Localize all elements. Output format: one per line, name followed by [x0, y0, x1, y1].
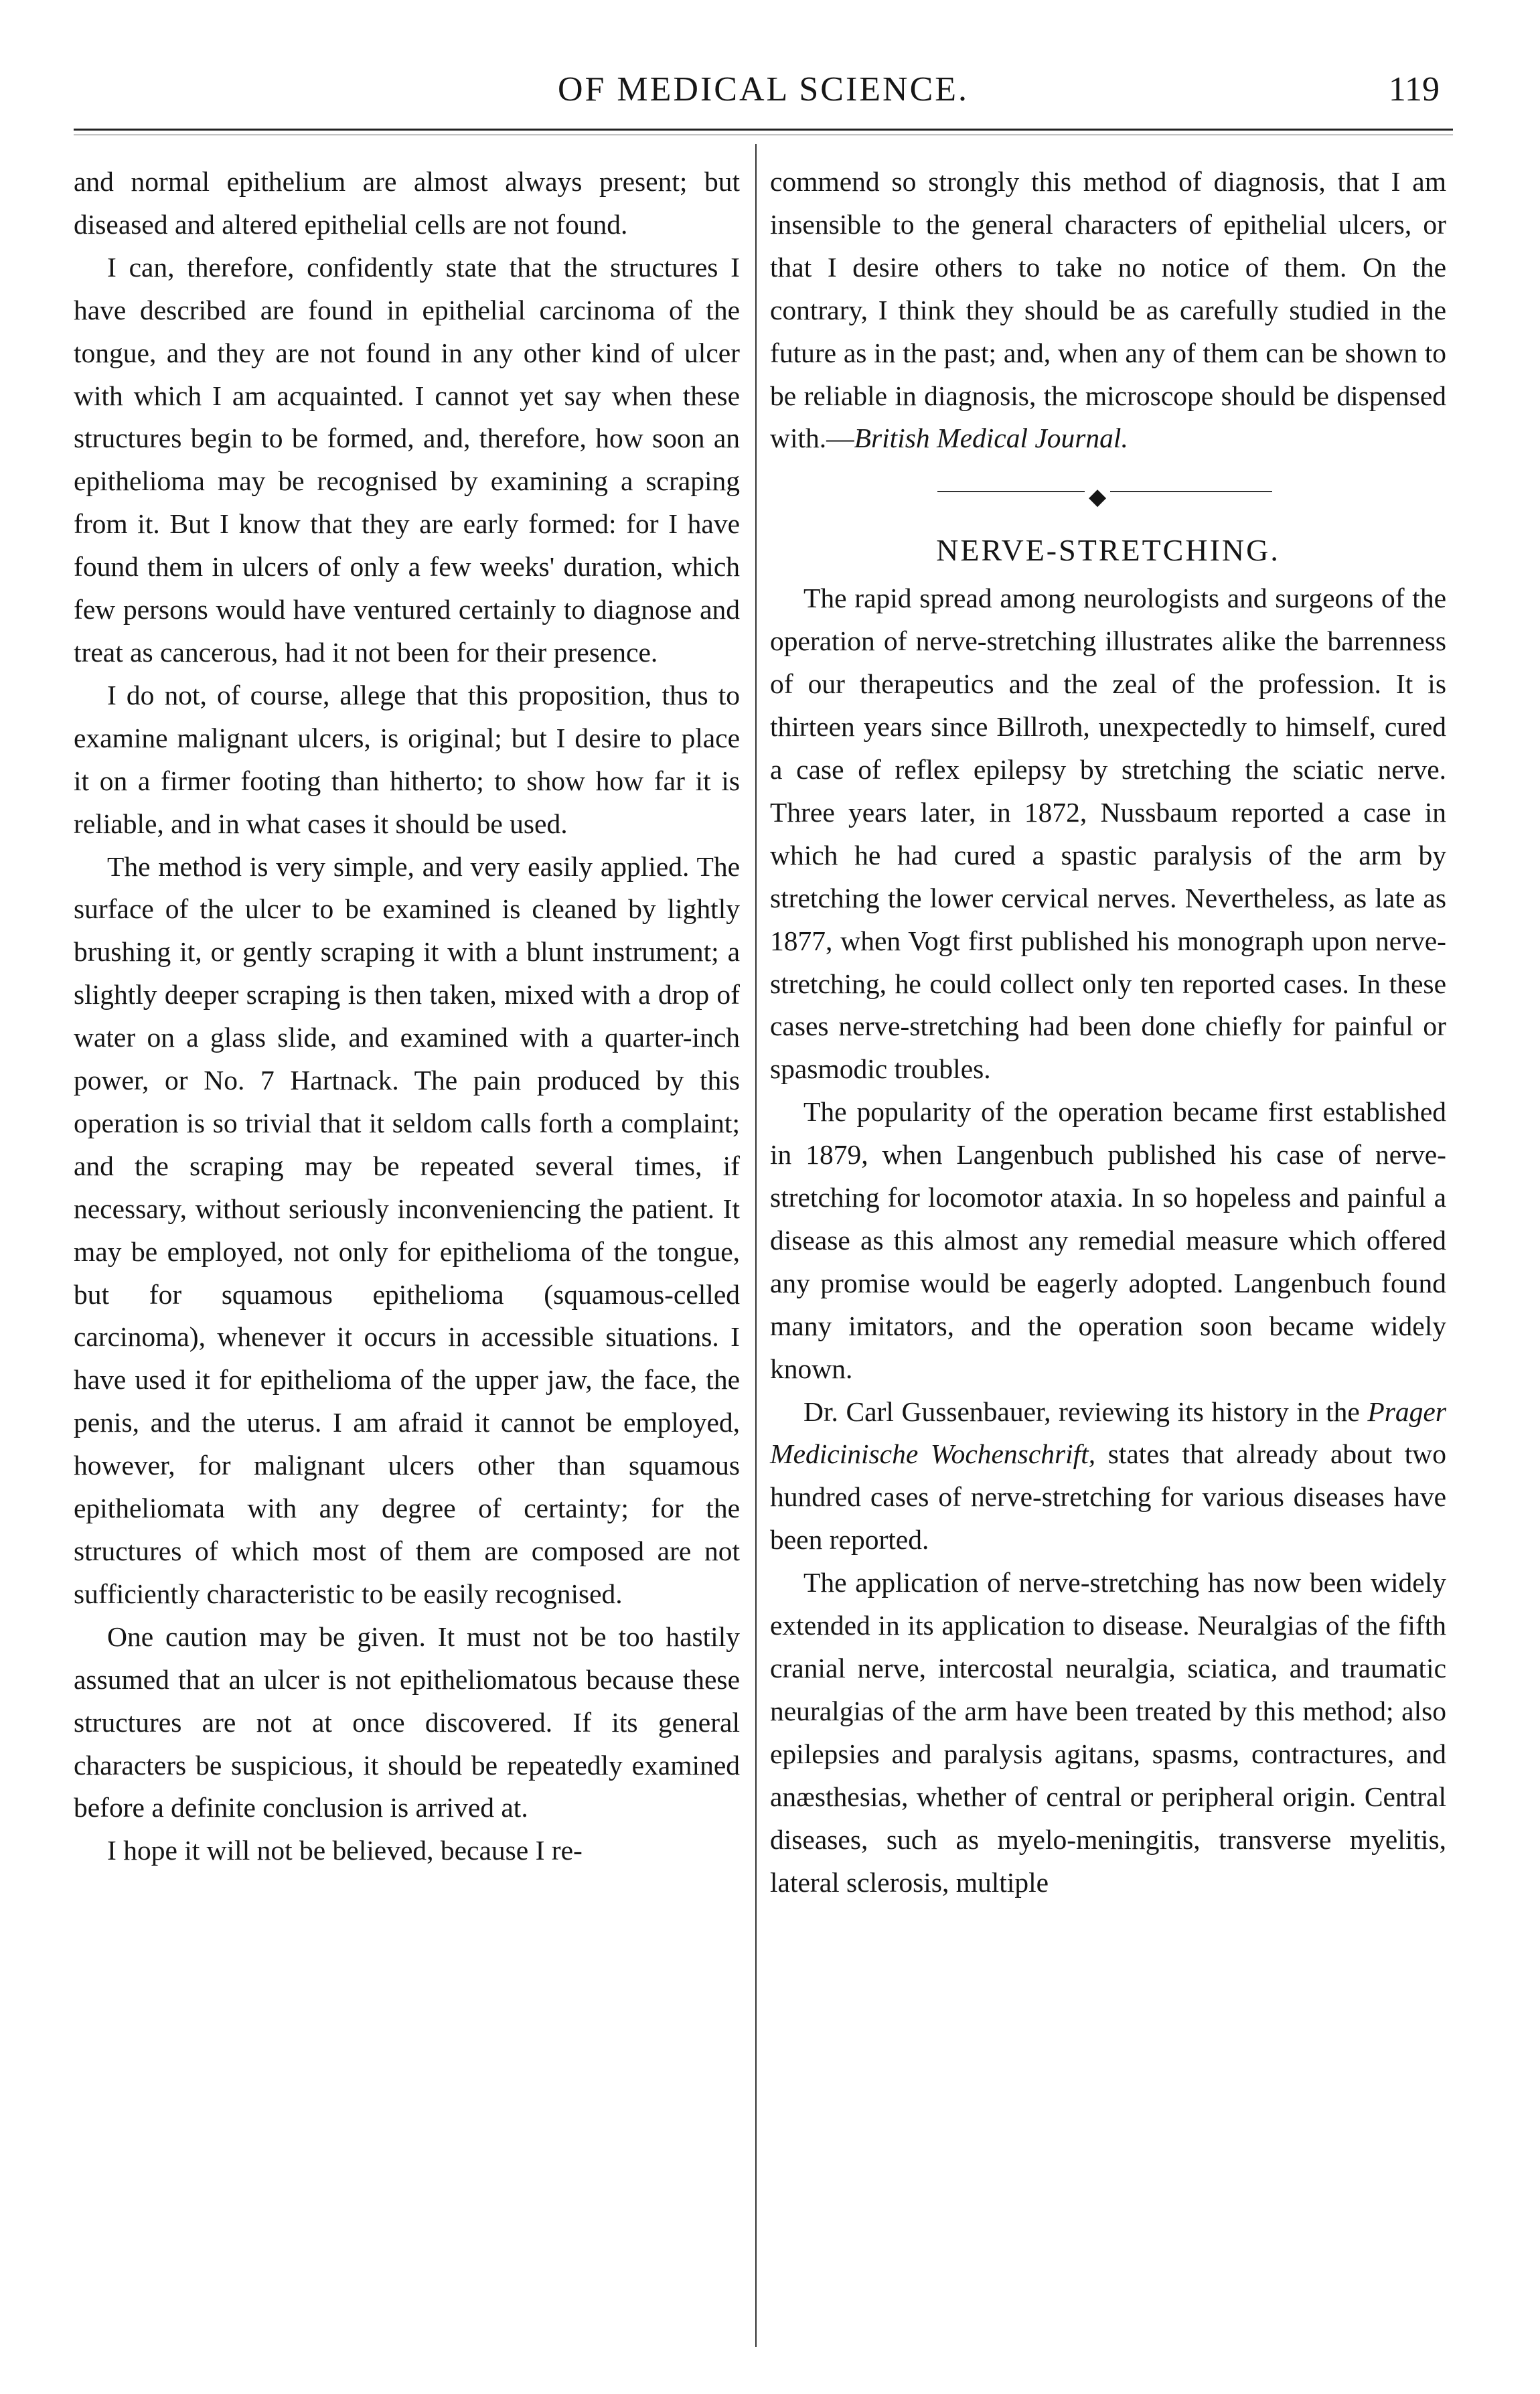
right-column — [770, 161, 1446, 1904]
paragraph-diagnosis-continuation — [770, 161, 1446, 460]
gussenbauer-text-b: states that already about two hundred cases of nerve-stretching for various diseases have been reported. — [770, 1438, 1446, 1556]
paragraph-gussenbauer — [770, 1391, 1446, 1562]
source-citation: British Medical Journal. — [854, 423, 1128, 454]
paragraph-confident-statement: I can, therefore, confidently state that the structures I have described are found in epithelial carcinoma of the tongue, and they are not found in any other kind of ulcer with which I am acquainted. I cannot yet say when these structures begin to be formed, and, therefore, how soon an epithelioma may be recognised by examining a scraping from it. But I know that they are early formed: for I have found them in ulcers of only a few weeks' duration, which few persons would have ventured certainly to diagnose and treat as cancerous, had it not been for their presence. — [74, 251, 740, 668]
paragraph-application: The application of nerve-stretching has now been widely extended in its application to disease. Neuralgias of the fifth cranial nerve, intercostal neuralgia, sciatica, and traumatic neuralgias of the arm have been treated by this method; also epilepsies and paralysis agitans, spasms, contractures, and anæsthesias, whether of central or peripheral origin. Central diseases, such as myelo-meningitis, transverse myelitis, lateral sclerosis, multiple — [770, 1567, 1446, 1898]
running-title: OF MEDICAL SCIENCE. — [557, 70, 970, 108]
paragraph-hope: I hope it will not be believed, because I re- — [107, 1835, 583, 1866]
running-header — [74, 67, 1453, 121]
section-heading: NERVE-STRETCHING. — [936, 533, 1280, 568]
page-number: 119 — [1388, 70, 1440, 108]
header-rule — [74, 129, 1453, 131]
paragraph-epithelium-continuation: and normal epithelium are almost always present; but diseased and altered epithelial cells are not found. — [74, 166, 740, 240]
paragraph-diagnosis-text: commend so strongly this method of diagnosis, that I am insensible to the general characters of epithelial ulcers, or that I desire others to take no notice of them. On the contrary, I think they should be as carefully studied in the future as in the past; and, when any of them can be shown to be reliable in diagnosis, the microscope should be dispensed with.— — [770, 166, 1446, 454]
paragraph-caution: One caution may be given. It must not be too hastily assumed that an ulcer is not epitheliomatous because these structures are not at once discovered. If its general characters be suspicious, it should be repeatedly examined before a definite conclusion is arrived at. — [74, 1621, 740, 1823]
section-ornament — [770, 460, 1446, 524]
column-divider — [755, 144, 757, 2347]
paragraph-popularity: The popularity of the operation became first established in 1879, when Langenbuch published his case of nerve-stretching for locomotor ataxia. In so hopeless and painful a disease as this almost any remedial measure which offered any promise would be eagerly adopted. Langenbuch found many imitators, and the operation soon became widely known. — [770, 1096, 1446, 1384]
paragraph-method: The method is very simple, and very easily applied. The surface of the ulcer to be examined is cleaned by lightly brushing it, or gently scraping it with a blunt instrument; a slightly deeper scraping is then taken, mixed with a drop of water on a glass slide, and examined with a quarter-inch power, or No. 7 Hartnack. The pain produced by this operation is so trivial that it seldom calls forth a complaint; and the scraping may be repeated several times, if necessary, without seriously inconveniencing the patient. It may be employed, not only for epithelioma of the tongue, but for squamous epithelioma (squamous-celled carcinoma), whenever it occurs in accessible situations. I have used it for epithelioma of the upper jaw, the face, the penis, and the uterus. I am afraid it cannot be employed, however, for malignant ulcers other than squamous epitheliomata with any degree of certainty; for the structures of which most of them are composed are not sufficiently characteristic to be easily recognised. — [74, 850, 740, 1609]
left-column — [74, 161, 740, 1872]
journal-title: Prager Medicinische Wochenschrift, — [770, 1396, 1446, 1470]
diamond-icon: ◆ — [1085, 476, 1110, 519]
gussenbauer-text-a: Dr. Carl Gussenbauer, reviewing its history in the — [803, 1396, 1368, 1427]
paragraph-rapid-spread: The rapid spread among neurologists and surgeons of the operation of nerve-stretching illustrates alike the barrenness of our therapeutics and the zeal of the profession. It is thirteen years since Billroth, unexpectedly to himself, cured a case of reflex epilepsy by stretching the sciatic nerve. Three years later, in 1872, Nussbaum reported a case in which he had cured a spastic paralysis of the arm by stretching the lower cervical nerves. Nevertheless, as late as 1877, when Vogt first published his monograph upon nerve-stretching, he could collect only ten reported cases. In these cases nerve-stretching had been done chiefly for painful or spasmodic troubles. — [770, 583, 1446, 1085]
paragraph-proposition: I do not, of course, allege that this proposition, thus to examine malignant ulcers, is original; but I desire to place it on a firmer footing than hitherto; to show how far it is reliable, and in what cases it should be used. — [74, 679, 740, 839]
